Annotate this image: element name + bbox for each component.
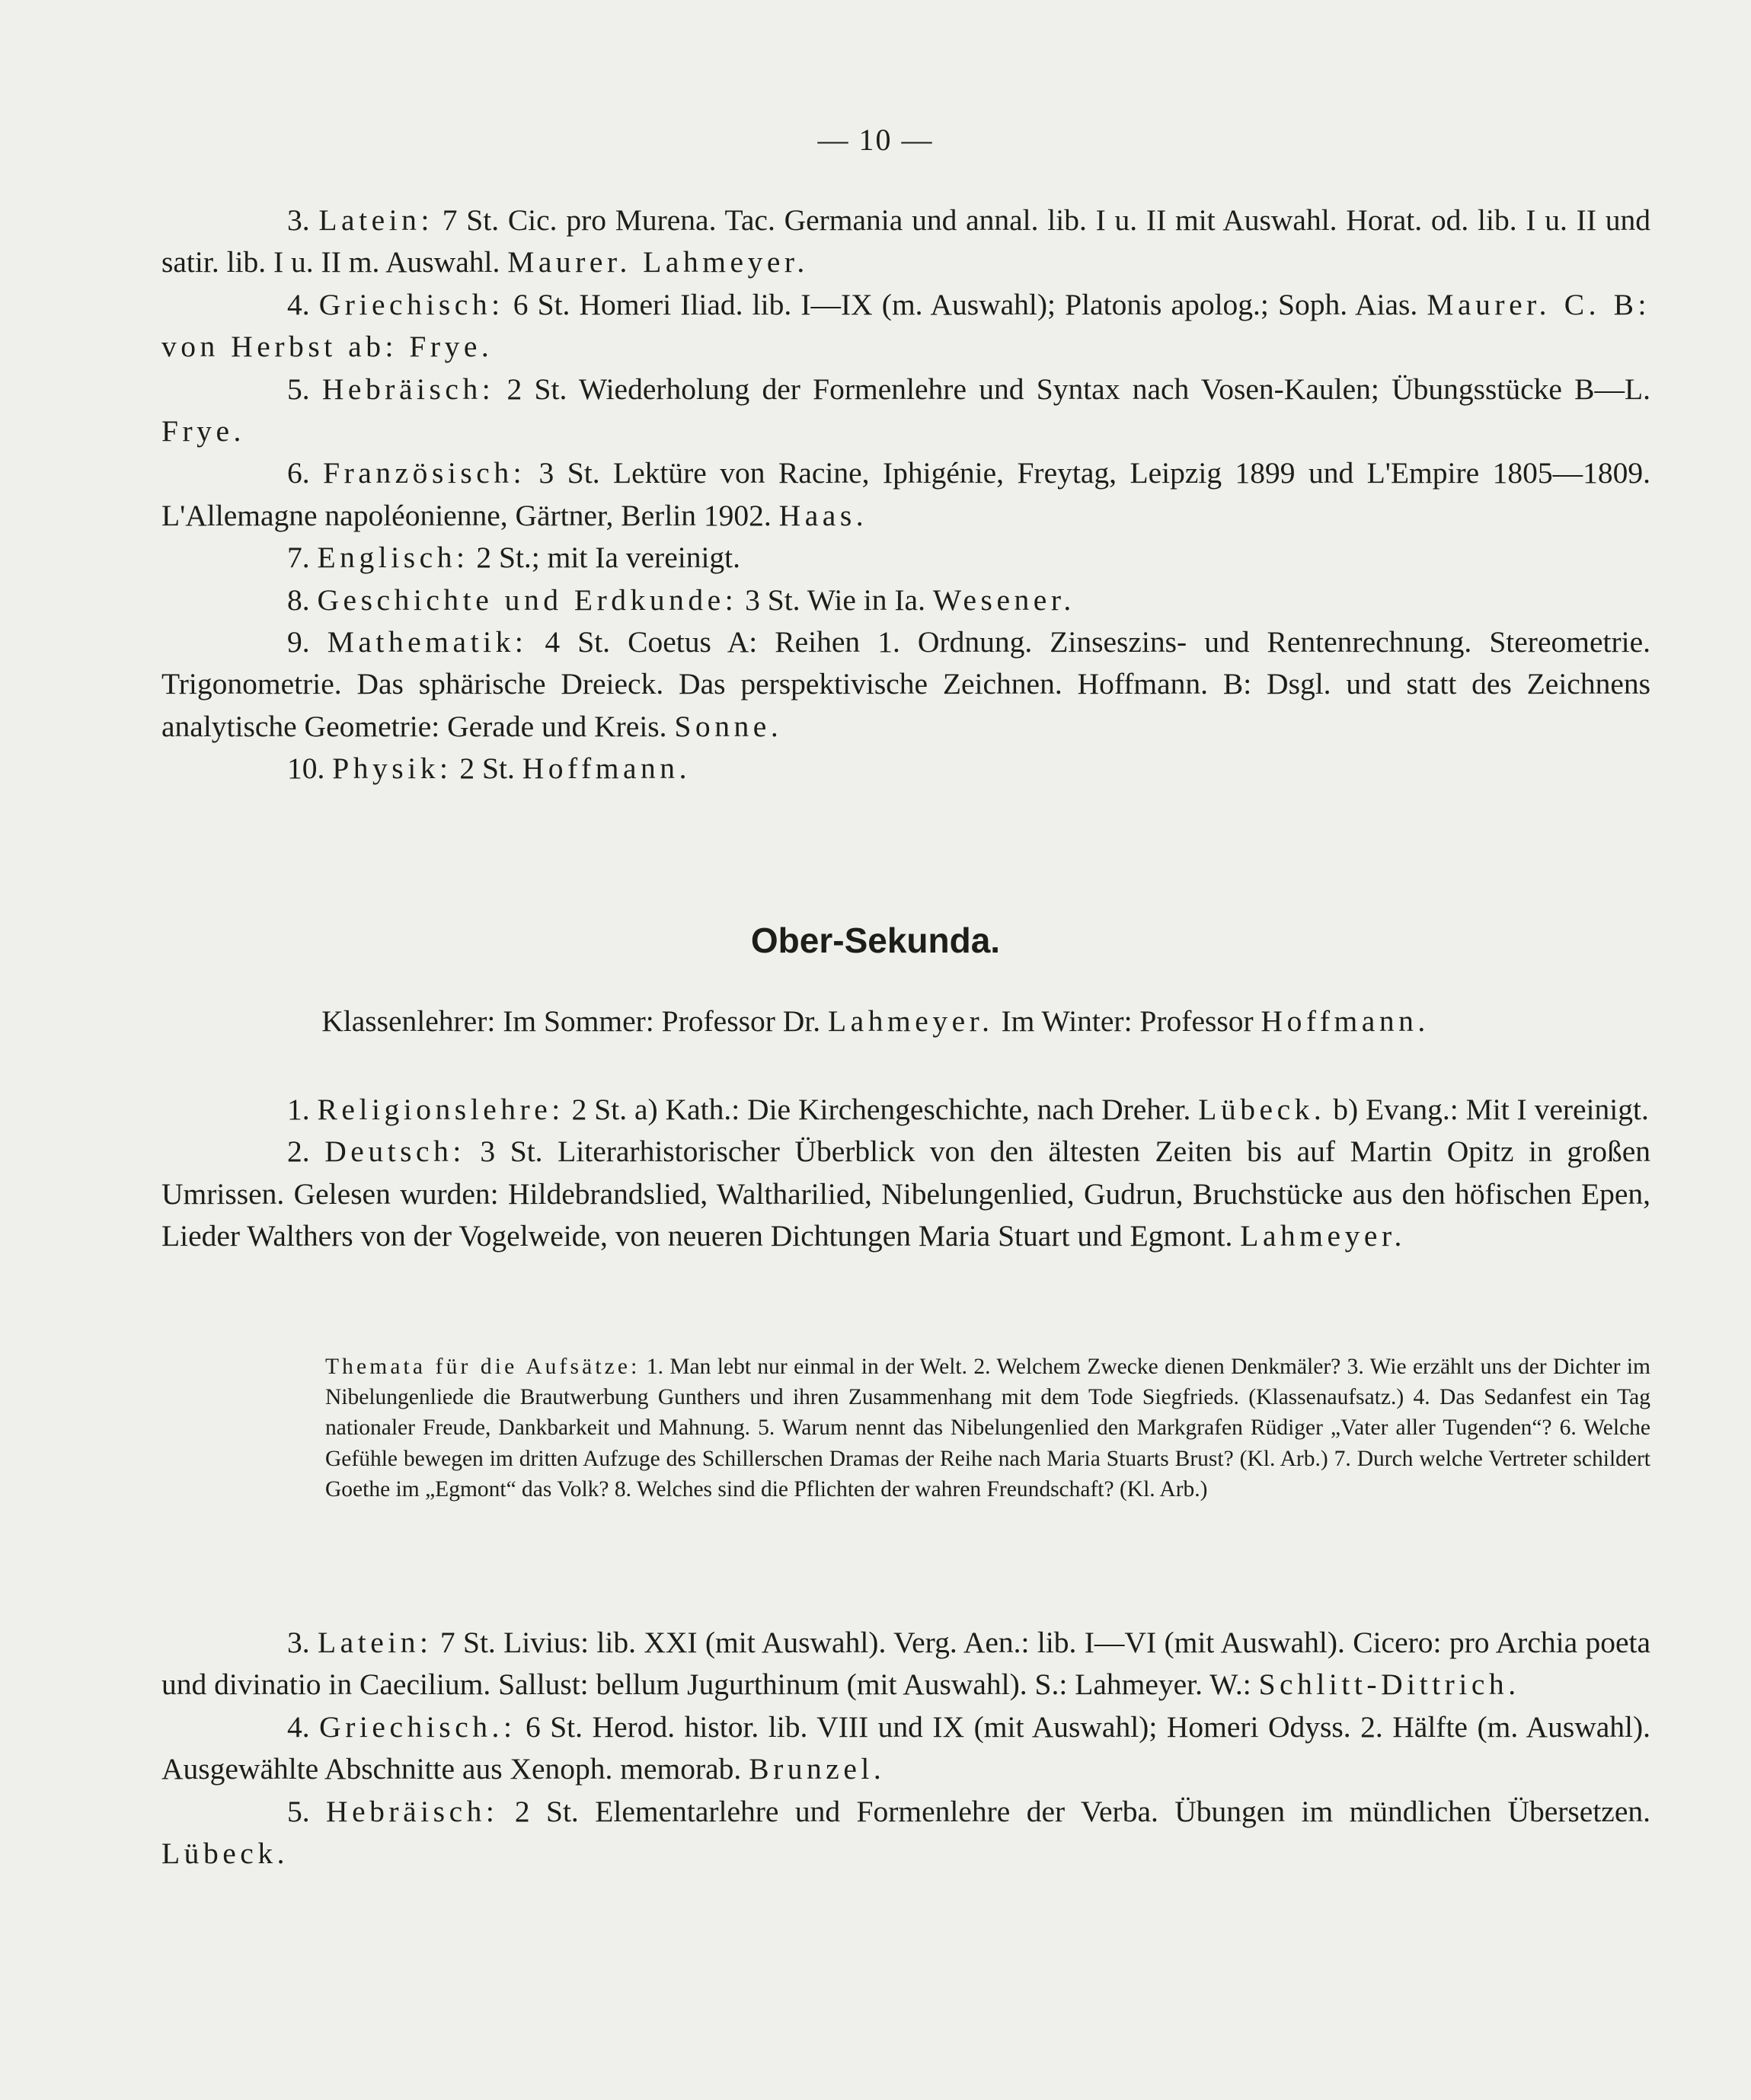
subject-name: Hebräisch: [321, 372, 495, 406]
subject-entry: 5. Hebräisch: 2 St. Elementarlehre und Formenlehre der Verba. Übungen im mündlichen Übersetzen. Lübeck. [161, 1794, 1650, 1871]
subject-entry: 4. Griechisch.: 6 St. Herod. histor. lib. VIII und IX (mit Auswahl); Homeri Odyss. 2. Hälfte (m. Auswahl). Ausgewählte Abschnitte aus Xenoph. memorab. Brunzel. [161, 1709, 1651, 1786]
teacher-names: Wesener. [932, 582, 1075, 617]
subject-name: Latein: [317, 1626, 433, 1659]
subject-entry: 3. Latein: 7 St. Livius: lib. XXI (mit Auswahl). Verg. Aen.: lib. I—VI (mit Auswahl). Cicero: pro Archia poeta und divinatio in Caecilium. Sallust: bellum Jugurthinum (mit Auswahl). S.: Lahmeyer. W.: Schlitt-Dittrich. [161, 1626, 1651, 1702]
essay-topics-text: 1. Man lebt nur einmal in der Welt. 2. Welchem Zwecke dienen Denkmäler? 3. Wie erzählt uns der Dichter im Nibelungenliede die Brautwerbung Gunthers und ihren Zusammenhang mit dem Tode Siegfrieds. (Klassenaufsatz.) 4. Das Sedanfest ein Tag nationaler Freude, Dankbarkeit und Mahnung. 5. Warum nennt das Nibelungenlied den Markgrafen Rüdiger „Vater aller Tugenden“? 6. Welche Gefühle bewegen im dritten Aufzuge des Schillerschen Dramas der Reihe nach Maria Stuarts Brust? (Kl. Arb.) 7. Durch welche Vertreter schildert Goethe im „Egmont“ das Volk? 8. Welches sind die Pflichten der wahren Freundschaft? (Kl. Arb.) [325, 1355, 1650, 1502]
ober-sekunda-subjects-part1 [161, 1089, 1650, 1258]
teacher-names: Maurer. Lahmeyer. [507, 245, 809, 279]
essay-topics [325, 1352, 1650, 1505]
subject-entry: 7. Englisch: 2 St.; mit Ia vereinigt. [287, 541, 741, 575]
subject-entry: 9. Mathematik: 4 St. Coetus A: Reihen 1. Ordnung. Zinseszins- und Rentenrechnung. Stereometrie. Trigonometrie. Das sphärische Dreieck. Das perspektivische Zeichnen. Hoffmann. B: Dsgl. und statt des Zeichnens analytische Geometrie: Gerade und Kreis. Sonne. [161, 625, 1650, 743]
teacher-names: Lahmeyer. [1240, 1219, 1406, 1253]
subject-entry: 3. Latein: 7 St. Cic. pro Murena. Tac. Germania und annal. lib. I u. II mit Auswahl. Horat. od. lib. I u. II und satir. lib. I u. II m. Auswahl. Maurer. Lahmeyer. [161, 203, 1650, 279]
teacher-names: Maurer. C. B: von Herbst ab: Frye. [161, 287, 1650, 364]
teacher-names: Brunzel. [749, 1752, 886, 1786]
subject-entry: 5. Hebräisch: 2 St. Wiederholung der Formenlehre und Syntax nach Vosen-Kaulen; Übungsstücke B—L. Frye. [161, 372, 1650, 448]
teacher-names: Frye. [161, 414, 245, 448]
subject-name: Geschichte und Erdkunde: [317, 582, 738, 617]
subject-entry: 8. Geschichte und Erdkunde: 3 St. Wie in Ia. Wesener. [287, 582, 1075, 617]
subject-entry: 10. Physik: 2 St. Hoffmann. [287, 752, 691, 786]
teacher-names: Lübeck. [1198, 1093, 1326, 1126]
page-number: — 10 — [817, 123, 934, 157]
class-teacher-line: Klassenlehrer: Im Sommer: Professor Dr. Lahmeyer. Im Winter: Professor Hoffmann. [321, 1004, 1430, 1038]
section-heading: Ober-Sekunda. [750, 921, 1001, 960]
subject-entry: 1. Religionslehre: 2 St. a) Kath.: Die Kirchengeschichte, nach Dreher. Lübeck. b) Evang.: Mit I vereinigt. [287, 1093, 1649, 1126]
subject-name: Griechisch: [318, 287, 504, 321]
subject-entry: 6. Französisch: 3 St. Lektüre von Racine, Iphigénie, Freytag, Leipzig 1899 und L'Empire 1805—1809. L'Allemagne napoléonienne, Gärtner, Berlin 1902. Haas. [161, 456, 1651, 532]
teacher-names: Sonne. [674, 709, 783, 743]
subject-name: Englisch: [317, 541, 469, 575]
subject-entry: 2. Deutsch: 3 St. Literarhistorischer Überblick von den ältesten Zeiten bis auf Martin Opitz in großen Umrissen. Gelesen wurden: Hildebrandslied, Waltharilied, Nibelungenlied, Gudrun, Bruchstücke aus den höfischen Epen, Lieder Walthers von der Vogelweide, von neueren Dichtungen Maria Stuart und Egmont. Lahmeyer. [161, 1135, 1651, 1253]
subject-name: Hebräisch: [326, 1794, 499, 1828]
top-subject-list [161, 199, 1650, 790]
subject-name: Religionslehre: [317, 1093, 564, 1126]
subject-name: Mathematik: [327, 625, 528, 659]
essay-topics-label: Themata für die Aufsätze: [325, 1355, 641, 1379]
subject-name: Physik: [332, 752, 452, 786]
teacher-names: Lübeck. [161, 1837, 289, 1871]
teacher-names: Hoffmann. [522, 752, 691, 786]
subject-name: Deutsch: [324, 1135, 465, 1169]
subject-name: Französisch: [323, 456, 526, 490]
subject-entry: 4. Griechisch: 6 St. Homeri Iliad. lib. I—IX (m. Auswahl); Platonis apolog.; Soph. Aias. Maurer. C. B: von Herbst ab: Frye. [161, 287, 1650, 364]
teacher-names: Schlitt-Dittrich. [1258, 1668, 1520, 1702]
ober-sekunda-subjects-part2 [161, 1622, 1650, 1875]
subject-name: Latein: [318, 203, 433, 237]
teacher-names: Haas. [778, 498, 868, 532]
subject-name: Griechisch.: [319, 1709, 516, 1744]
